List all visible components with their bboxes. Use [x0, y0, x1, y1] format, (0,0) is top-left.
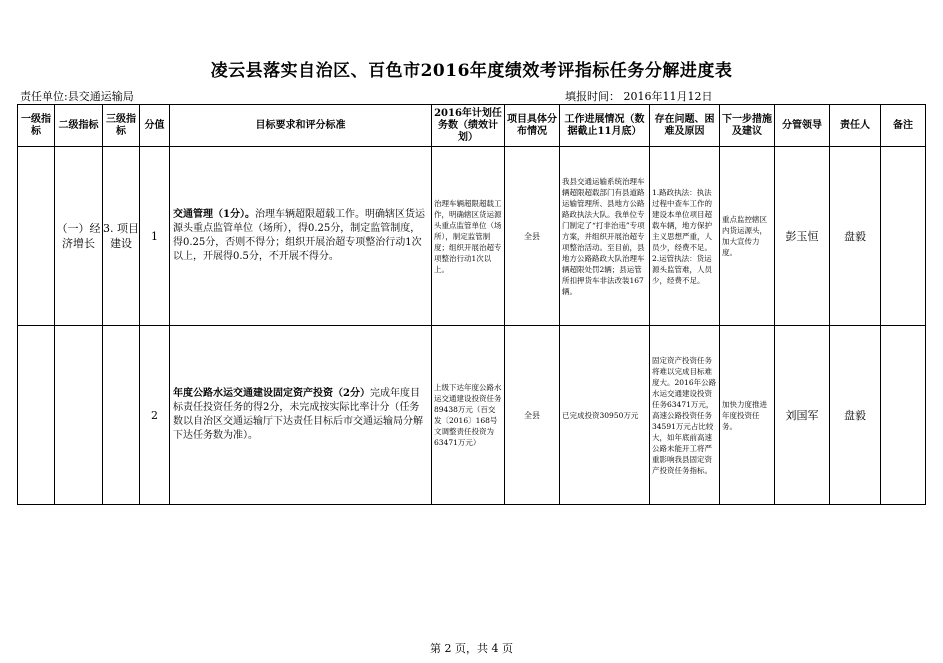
- header-row: [18, 105, 926, 147]
- header-problems: 存在问题、困难及原因: [650, 105, 720, 147]
- requirement-text: 完成年度目标责任投资任务的得2分，未完成按实际比率计分（任务数以自治区交通运输厅下达责任目标后市交通运输局分解下达任务数为准）。: [173, 388, 423, 441]
- distribution-cell: 全县: [505, 326, 560, 505]
- next-step-cell: 重点监控辖区内货运源头，加大宣传力度。: [720, 147, 775, 326]
- requirement-cell: [170, 147, 432, 326]
- header-level2: 二级指标: [55, 105, 103, 147]
- requirement-text: 治理车辆超限超载工作。明确辖区货运源头重点监管单位（场所），得0.25分，制定监管制度，得0.25分，否则不得分；组织开展治超专项整治行动1次以上，开展得0.5分，不开展不得分。: [173, 209, 425, 262]
- remark-cell: [881, 326, 926, 505]
- level2-cell: （一）经济增长: [55, 147, 103, 326]
- progress-cell: 已完成投资30950万元: [560, 326, 650, 505]
- responsible-unit: 责任单位:县交通运输局: [20, 90, 134, 103]
- header-score: 分值: [140, 105, 170, 147]
- progress-cell: 我县交通运输系统治理车辆超限超载部门有县道路运输管理所、县地方公路路政执法大队。我单位专门制定了“打非治违”专项方案，并组织开展治超专项整治活动。至目前，县地方公路路政大队治理车辆超限处罚2辆；县运管所扣押货车非法改装167辆。: [560, 147, 650, 326]
- problems-cell: 固定资产投资任务将难以完成目标难度大。2016年公路水运交通建设投资任务63471万元，高速公路投资任务34591万元占比较大，如年底前高速公路未能开工将严重影响我县固定资产投资任务指标。: [650, 326, 720, 505]
- header-requirement: 目标要求和评分标准: [170, 105, 432, 147]
- level1-cell: [18, 326, 55, 505]
- distribution-cell: 全县: [505, 147, 560, 326]
- header-plan: 2016年计划任务数（绩效计划）: [432, 105, 505, 147]
- level1-cell: [18, 147, 55, 326]
- next-step-cell: 加快力度推进年度投资任务。: [720, 326, 775, 505]
- table-row: [18, 147, 926, 326]
- requirement-title: 年度公路水运交通建设固定资产投资（2分）: [173, 388, 370, 399]
- header-leader: 分管领导: [775, 105, 830, 147]
- requirement-title: 交通管理（1分）。: [173, 209, 255, 220]
- header-progress: 工作进展情况（数据截止11月底）: [560, 105, 650, 147]
- progress-table: [17, 104, 926, 505]
- person-cell: 盘毅: [830, 147, 881, 326]
- header-level3: 三级指标: [103, 105, 140, 147]
- leader-cell: 彭玉恒: [775, 147, 830, 326]
- score-cell: 2: [140, 326, 170, 505]
- remark-cell: [881, 147, 926, 326]
- plan-cell: 上级下达年度公路水运交通建设投资任务89438万元（百交发〔2016〕168号文调整责任投资为63471万元）: [432, 326, 505, 505]
- level3-cell: [103, 326, 140, 505]
- table-row: [18, 326, 926, 505]
- problems-cell: 1.路政执法：执法过程中查车工作的建设本单位项目超载车辆，地方保护主义思想严重，人员少，经费不足。2.运管执法：货运源头监管难，人员少，经费不足。: [650, 147, 720, 326]
- requirement-cell: [170, 326, 432, 505]
- score-cell: 1: [140, 147, 170, 326]
- level2-cell: [55, 326, 103, 505]
- page-footer: 第 2 页，共 4 页: [430, 642, 513, 655]
- leader-cell: 刘国军: [775, 326, 830, 505]
- level3-cell: 3. 项目建设: [103, 147, 140, 326]
- header-level1: 一级指标: [18, 105, 55, 147]
- header-remark: 备注: [881, 105, 926, 147]
- page-title: 凌云县落实自治区、百色市2016年度绩效考评指标任务分解进度表: [210, 61, 733, 81]
- person-cell: 盘毅: [830, 326, 881, 505]
- fill-date: 填报时间： 2016年11月12日: [565, 90, 713, 103]
- plan-cell: 治理车辆超限超载工作，明确辖区货运源头重点监管单位（场所），制定监管制度；组织开展治超专项整治行动1次以上。: [432, 147, 505, 326]
- header-next: 下一步措施及建议: [720, 105, 775, 147]
- header-person: 责任人: [830, 105, 881, 147]
- header-distribution: 项目具体分布情况: [505, 105, 560, 147]
